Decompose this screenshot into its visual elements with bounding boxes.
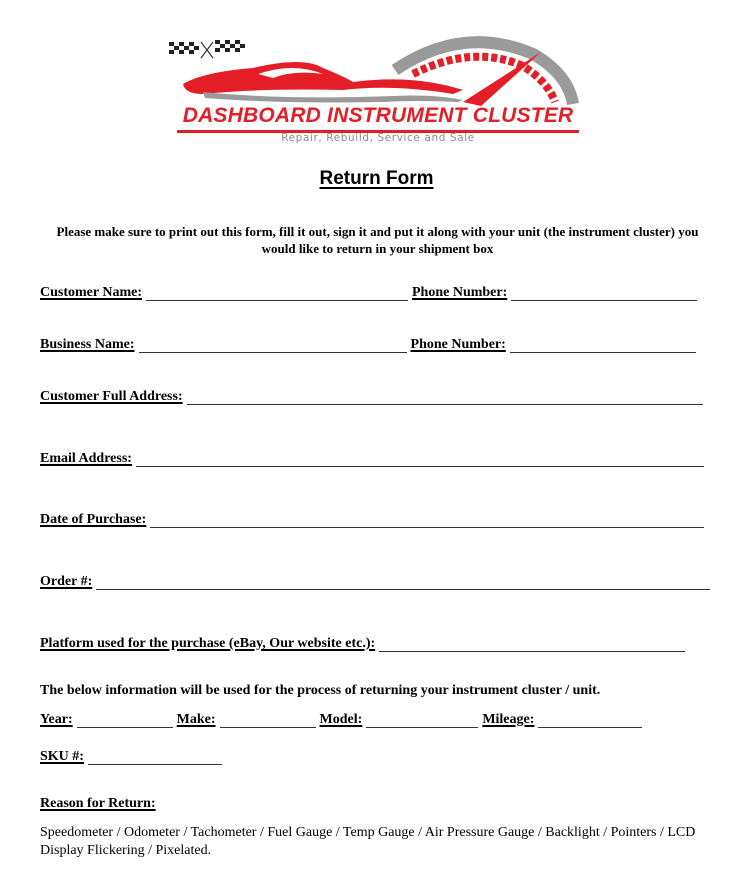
date-of-purchase-field[interactable] (150, 513, 704, 528)
business-name-row (40, 337, 700, 353)
make-field[interactable] (220, 713, 316, 728)
email-field[interactable] (136, 452, 704, 467)
platform-label: Platform used for the purchase (eBay, Our website etc.): (40, 636, 376, 651)
order-field[interactable] (96, 575, 710, 590)
platform-row (40, 636, 689, 652)
page-title: Return Form (319, 168, 434, 189)
year-field[interactable] (77, 713, 173, 728)
logo-title: DASHBOARD INSTRUMENT CLUSTER (182, 104, 574, 127)
address-label: Customer Full Address: (40, 389, 183, 404)
mileage-field[interactable] (538, 713, 642, 728)
sku-row (40, 749, 226, 765)
sku-field[interactable] (88, 750, 222, 765)
unit-info-note: The below information will be used for the process of returning your instrument cluster / unit. (40, 683, 601, 698)
reason-label: Reason for Return: (40, 796, 156, 811)
model-field[interactable] (366, 713, 478, 728)
company-logo (163, 34, 585, 146)
order-row (40, 574, 714, 590)
address-field[interactable] (187, 390, 703, 405)
business-name-label: Business Name: (40, 337, 135, 352)
logo-tagline: Repair, Rebuild, Service and Sale (281, 132, 475, 144)
customer-name-field[interactable] (146, 286, 408, 301)
make-label: Make: (176, 712, 216, 727)
checkered-flags-icon (169, 40, 245, 58)
customer-name-label: Customer Name: (40, 285, 142, 300)
date-row (40, 512, 708, 528)
intro-text: Please make sure to print out this form, fill it out, sign it and put it along with your unit (the instrument cluster) you would like to return in your shipment box (56, 224, 699, 256)
business-phone-field[interactable] (510, 338, 696, 353)
business-name-field[interactable] (139, 338, 407, 353)
phone-number-field[interactable] (511, 286, 697, 301)
address-row (40, 389, 707, 405)
mileage-label: Mileage: (482, 712, 535, 727)
email-row (40, 451, 708, 467)
sku-label: SKU #: (40, 749, 84, 764)
customer-name-row (40, 285, 701, 301)
model-label: Model: (319, 712, 363, 727)
phone-number-label: Phone Number: (412, 285, 508, 300)
date-of-purchase-label: Date of Purchase: (40, 512, 147, 527)
year-label: Year: (40, 712, 73, 727)
email-label: Email Address: (40, 451, 132, 466)
platform-field[interactable] (379, 637, 685, 652)
order-label: Order #: (40, 574, 93, 589)
vehicle-row (40, 712, 646, 728)
business-phone-label: Phone Number: (410, 337, 506, 352)
reason-section (40, 796, 156, 812)
reason-options: Speedometer / Odometer / Tachometer / Fuel Gauge / Temp Gauge / Air Pressure Gauge / Backlight / Pointers / LCD Display Flickering / Pixelated. (40, 825, 696, 858)
